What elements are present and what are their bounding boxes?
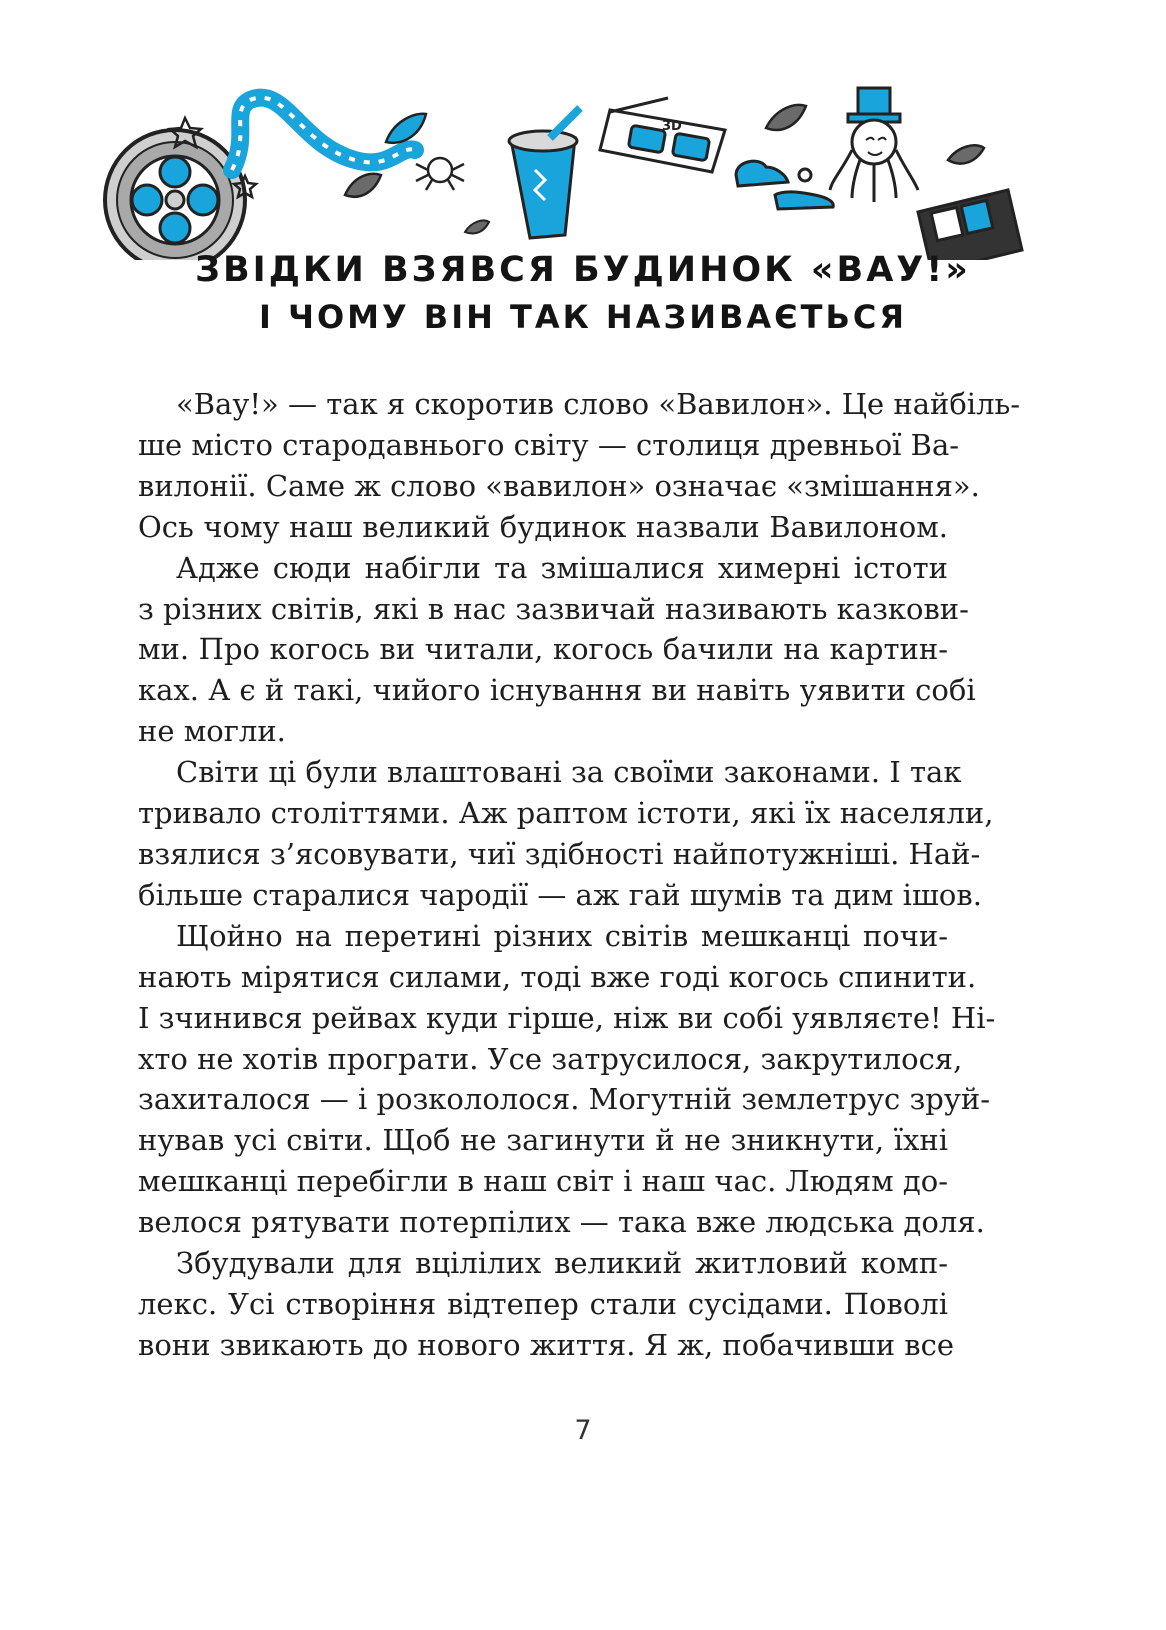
chapter-title-line-1: ЗВІДКИ ВЗЯВСЯ БУДИНОК «ВАУ!»	[195, 250, 971, 290]
text-line: захиталося — і розкололося. Могутній землетрус зруй-	[138, 1082, 991, 1117]
text-line: ше місто стародавнього світу — столиця древньої Ва-	[138, 427, 960, 462]
text-line: з різних світів, які в нас зазвичай називають казкови-	[138, 591, 969, 626]
leaf-icon	[948, 145, 984, 163]
body-text	[138, 384, 1021, 1366]
text-line: Щойно на перетині різних світів мешканці почи-	[176, 918, 948, 953]
spider-icon	[416, 158, 464, 190]
text-line: велося рятувати потерпілих — така вже людська доля.	[138, 1205, 985, 1240]
text-line: вони звикають до нового життя. Я ж, побачивши все	[138, 1327, 955, 1362]
text-line: «Вау!» — так я скоротив слово «Вавилон». Це найбіль-	[176, 387, 1021, 421]
film-reel-icon	[105, 130, 245, 260]
text-line: ках. А є й такі, чийого існування ви навіть уявити собі	[138, 673, 976, 708]
octopus-with-hat-icon	[830, 88, 918, 202]
chapter-title-line-2: І ЧОМУ ВІН ТАК НАЗИВАЄТЬСЯ	[259, 298, 907, 336]
text-line: більше старалися чародії — аж гай шумів та дим ішов.	[138, 877, 982, 912]
text-line: вилонії. Саме ж слово «вавилон» означає «змішання».	[138, 468, 980, 503]
3d-glasses-icon	[600, 98, 725, 172]
text-line: взялися з’ясовувати, чиї здібності найпотужніші. Най-	[138, 836, 981, 871]
page-number: 7	[574, 1415, 592, 1446]
film-strip-icon	[232, 98, 415, 170]
text-line: хто не хотів програти. Усе затрусилося, закрутилося,	[138, 1041, 963, 1076]
text-line: Збудували для вцілілих великий житловий комп-	[176, 1246, 948, 1281]
text-line: не могли.	[138, 714, 286, 749]
shoes-icon	[736, 161, 833, 209]
text-line: ми. Про когось ви читали, когось бачили на картин-	[138, 632, 948, 667]
leaf-icon	[766, 105, 806, 130]
leaf-icon	[465, 220, 489, 233]
header-illustration	[0, 0, 1166, 260]
text-line: мешканці перебігли в наш світ і наш час. Людям до-	[138, 1164, 949, 1199]
text-line: лекс. Усі створіння відтепер стали сусідами. Поволі	[138, 1286, 948, 1321]
text-line: Ось чому наш великий будинок назвали Вавилоном.	[138, 509, 948, 544]
text-line: тривало століттями. Аж раптом істоти, які їх населяли,	[138, 796, 994, 831]
text-line: Світи ці були влаштовані за своїми законами. І так	[176, 755, 962, 790]
text-line: Адже сюди набігли та змішалися химерні істоти	[176, 550, 948, 585]
text-line: нають мірятися силами, тоді вже годі когось спинити.	[138, 959, 977, 994]
leaf-icon	[345, 174, 381, 197]
soda-cup-icon	[509, 108, 580, 238]
svg-text:3D: 3D	[662, 119, 682, 134]
text-line: нував усі світи. Щоб не загинути й не зникнути, їхні	[138, 1123, 948, 1158]
leaf-icon	[386, 114, 426, 143]
text-line: І зчинився рейвах куди гірше, ніж ви собі уявляєте! Ні-	[138, 1000, 996, 1035]
